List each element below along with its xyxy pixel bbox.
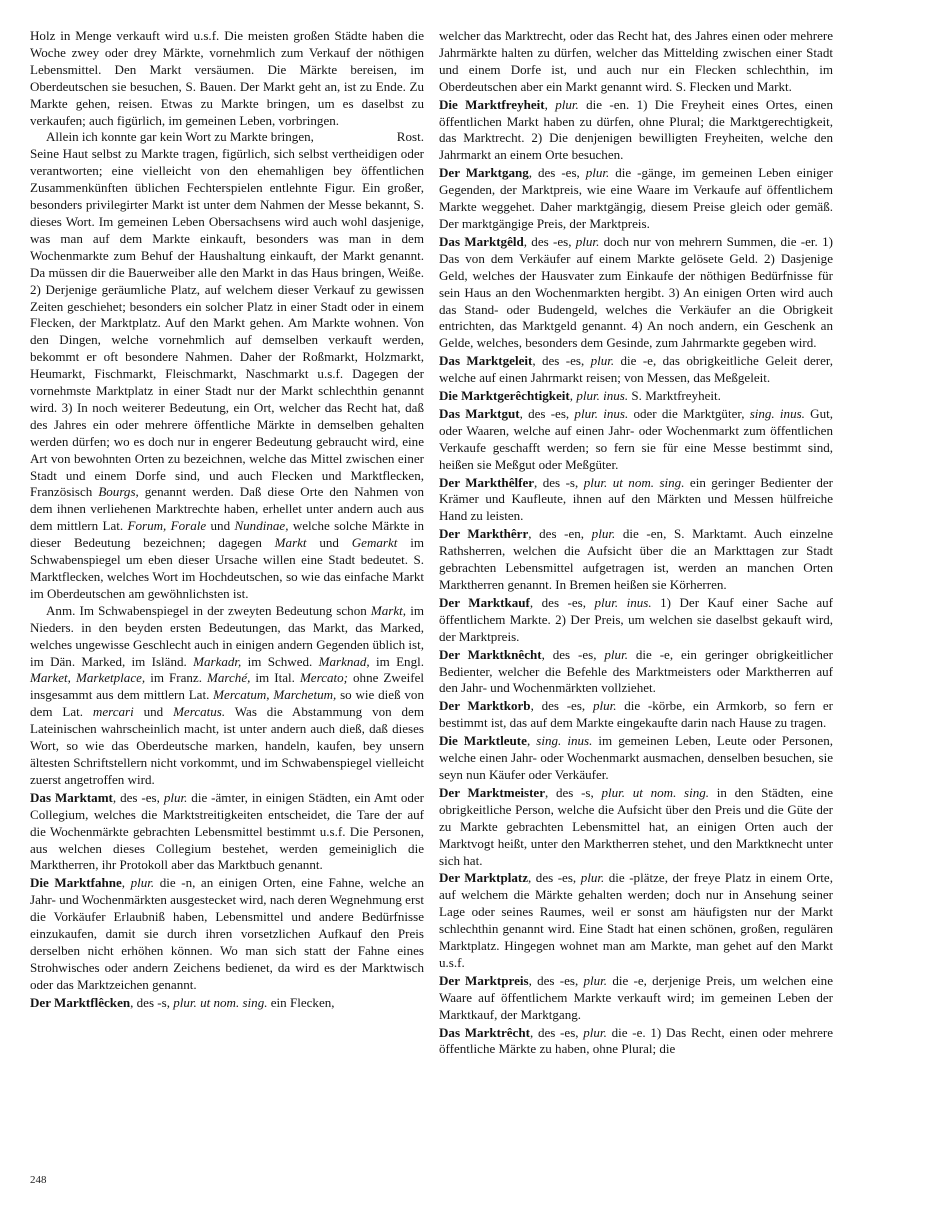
grammar-note: plur.	[591, 526, 616, 542]
grammar-note: plur. inus.	[576, 388, 629, 404]
entry-marktkauf	[439, 594, 833, 646]
grammar-note: mercari	[92, 704, 134, 720]
entry-text: im Schwed.	[241, 653, 319, 669]
entry-text: in den Städten, eine obrigkeitliche Person, welche die Aufsicht über den Preis und die Güte der zu Markte gebrachten Lebensmittel hat, an einigen Orten auch der Marktvogt heißt, unter den Marktherren stehet, und den Marktknecht unter sich hat.	[439, 784, 833, 868]
entry-text: welche solche Märkte in dieser Bedeutung bezeichnen; dagegen	[30, 518, 424, 551]
grammar-note: plur.	[163, 789, 188, 805]
grammar-note: plur.	[592, 698, 617, 714]
entry-text: die -e, derjenige Preis, um welchen eine Waare auf öffentlichem Markte verkauft wird; im gemeinen Leben der Marktkauf, der Marktgang.	[439, 972, 833, 1022]
entry-text: die -ämter, in einigen Städten, ein Amt oder Collegium, welches die Marktstreitigkeiten entscheidet, die Tare der auf die Wochenmärkte gebrachten Lebensmittel bestimmt u.s.f. Die Personen, aus welchen dieses Collegium bestehet, werden gemeiniglich die Marktherren, ihr Protokoll aber das Marktbuch genannt.	[30, 789, 424, 873]
entry-text: ,	[544, 96, 556, 112]
grammar-note: plur.	[575, 233, 600, 249]
entry-text: doch nur von mehrern Summen, die -er. 1) Das von dem Verkäufer auf einem Markte gelösete Geld. 2) Dasjenige Geld, welches der Hausvater zum Einkaufe der nöthigen Bedürfnisse für sein Haus an den Wochenmarkten hergibt. 3) An einigen Orten wird auch das Stand- oder Budengeld, welches die Verkäufer an die Obrigkeit entrichten, das Marktgeld genannt. 4) An noch andern, ein Geschenk an Gelde, welches, besonders dem Gesinde, zum Jahrmarkte gegeben wird.	[439, 233, 833, 351]
grammar-note: Forum, Forale	[127, 518, 207, 534]
entry-marktrecht	[439, 1024, 833, 1059]
entry-text: ,	[569, 388, 577, 404]
entry-text: und	[306, 535, 352, 551]
headword: Das Marktrêcht	[439, 1024, 530, 1040]
headword: Das Marktgêld	[439, 233, 524, 249]
quote-source: Rost.	[396, 129, 424, 145]
grammar-note: plur. ut nom. sing.	[173, 994, 268, 1010]
entry-text: , des -es,	[532, 353, 591, 369]
headword: Die Marktleute	[439, 733, 527, 749]
entry-text: genannt werden. Daß diese Orte den Nahmen von dem ihnen verliehenen Marktrechte haben, erhellet unter andern auch aus dem mittlern Lat.	[30, 484, 424, 534]
quotation	[30, 129, 424, 146]
entry-text: 1) Der Kauf einer Sache auf öffentlichem Markte. 2) Der Preis, um welchen sie daselbst gekauft wird, der Marktpreis.	[439, 594, 834, 644]
headword: Die Marktfahne	[30, 875, 122, 891]
entry-text: , des -s,	[130, 994, 174, 1010]
entry-text: im Nieders. in den beyden ersten Bedeutungen, das Markt, das Marked, welches ungewisse Geschlecht auch in einigen andern Gegenden üblich ist, im Dän. Marked, im Isländ.	[30, 602, 424, 669]
entry-marktplatz	[439, 869, 833, 971]
entry-markthelfer	[439, 474, 833, 526]
grammar-note: Marknad,	[318, 653, 370, 669]
headword: Das Marktamt	[30, 789, 113, 805]
entry-marktgut	[439, 405, 833, 474]
entry-text: , des -es,	[529, 594, 595, 610]
entry-text: , des -en,	[528, 526, 592, 542]
entry-text: die -n, an einigen Orten, eine Fahne, welche an Jahr- und Wochenmärkten ausgestecket wird, nach deren Wegnehmung erst die Vorkäufer Erlaubniß haben, Lebensmittel und andere Bedürfnisse einzukaufen, damit sie durch ihren vorsetzlichen Aufkauf den Preis derselben nicht erhöhen können. Wo man sich statt der Fahne eines Strohwisches oder andern Zeichens bedienet, da wird es der Marktwisch oder das Marktzeichen genannt.	[30, 875, 424, 992]
entry-text: , des -es,	[530, 698, 593, 714]
entry-text: , des -s,	[545, 784, 602, 800]
entry-marktherr	[439, 525, 833, 594]
entry-text: so wie dieß von dem Lat.	[30, 687, 424, 720]
entry-text: Anm. Im Schwabenspiegel in der zweyten Bedeutung schon	[46, 602, 371, 618]
headword: Der Markthêrr	[439, 526, 529, 542]
grammar-note: plur.	[583, 1024, 607, 1040]
paragraph-anmerkung	[30, 603, 424, 789]
entry-text: , des -es,	[529, 1024, 584, 1040]
grammar-note: plur.	[130, 875, 155, 891]
grammar-note: plur. ut nom. sing.	[601, 784, 710, 800]
entry-text: Gut, oder Waaren, welche auf einen Jahr- oder Wochenmarkt zum öffentlichen Verkaufe geschafft werden; so fern sie für eine Messe bestimmt sind, heißen sie Meßgut oder Meßgüter.	[439, 405, 833, 472]
headword: Der Marktmeister	[439, 784, 545, 800]
headword: Das Marktgut	[439, 405, 520, 421]
paragraph-markt-continued	[30, 28, 424, 129]
entry-text: oder die Marktgüter,	[628, 405, 750, 421]
entry-text: die -e, ein geringer obrigkeitlicher Bedienter, welcher die Befehle des Marktmeisters oder Marktherren auf den Jahr- und Wochenmärkten vollziehet.	[439, 646, 833, 696]
entry-text: , des -es,	[523, 233, 576, 249]
entry-text: die -en, S. Marktamt. Auch einzelne Rathsherren, welchen die Aufsicht über die an Markttagen zur Stadt gebrachten Lebensmittel aufgetragen ist, werden an manchen Orten Marktherren genannt. In Bremen heißen sie Körherren.	[439, 526, 834, 592]
entry-text: im gemeinen Leben, Leute oder Personen, welche einen Jahr- oder Wochenmarkt ausmachen, denselben besuchen, sie seyn nun Käufer oder Verkäufer.	[439, 733, 833, 782]
entry-text: und	[133, 704, 174, 720]
entry-marktmeister	[439, 784, 833, 870]
grammar-note: Nundinae,	[234, 518, 289, 534]
grammar-note: Mercato;	[299, 670, 348, 686]
headword: Der Marktgang	[439, 165, 529, 181]
entry-text: ein Flecken,	[267, 994, 335, 1010]
headword: Der Marktflêcken	[30, 994, 131, 1010]
grammar-note: Mercatum, Marchetum,	[213, 687, 337, 703]
entry-text: im Franz.	[145, 670, 208, 686]
entry-text: Was die Abstammung von dem Lateinischen wahrscheinlich macht, ist unter andern auch dieß, daß dieses Wort, so wie das Oberdeutsche marken, handeln, kaufen, bey unsern ältesten Schriftstellern nicht vorkommt, und im Schwabenspiegel vielleicht zuerst angetroffen wird.	[30, 704, 425, 787]
grammar-note: sing. inus.	[536, 733, 593, 749]
entry-text: die -plätze, der freye Platz in einem Orte, auf welchem die Märkte gehalten werden; doch nur in Ansehung seiner Lage oder seines Raumes, weil er sonst am häufigsten nur der Markt schlechthin genannt wird. Eine Stadt hat einen schönen, großen, regulären Marktplatz. Hingegen wohnet man am Markte, man gehet auf den Markt u.s.f.	[439, 870, 833, 970]
entry-text: Holz in Menge verkauft wird u.s.f. Die meisten großen Städte haben die Woche zwey oder drey Märkte, vornehmlich zum Verkauf der nöthigen Lebensmittel. Den Markt versäumen. Die Märkte bereisen, im Oberdeutschen sie besuchen, S. Bauen. Der Markt geht an, ist zu Ende. Zu Markte gehen, reisen. Etwas zu Markte bringen, um es daselbst zu verkaufen; auch figürlich, im gemeinen Leben, vorbringen.	[30, 28, 424, 128]
grammar-note: Mercatus.	[173, 704, 226, 720]
grammar-note: plur. ut nom. sing.	[583, 474, 685, 490]
headword: Der Marktkorb	[439, 698, 531, 714]
headword: Die Marktgerêchtigkeit	[439, 388, 570, 404]
entry-marktgeld	[439, 233, 833, 352]
entry-text: , des -es,	[528, 972, 584, 988]
entry-text: ohne Zweifel insgesammt aus dem mittlern Lat.	[30, 670, 425, 703]
grammar-note: Market, Marketplace,	[30, 670, 146, 686]
grammar-note: plur.	[580, 870, 605, 886]
entry-marktamt	[30, 789, 424, 875]
entry-marktleute	[439, 732, 833, 784]
entry-text: die -e, das obrigkeitliche Geleit derer, welche auf einen Jahrmarkt reisen; von Messen, das Meßgeleit.	[439, 353, 833, 386]
entry-text: , des -es,	[541, 646, 605, 662]
entry-text: ,	[121, 875, 131, 891]
entry-text: ,	[526, 733, 537, 749]
entry-marktflecken-continued	[439, 28, 833, 96]
right-column	[439, 28, 833, 1058]
entry-marktgang	[439, 164, 833, 233]
headword: Der Markthêlfer	[439, 474, 535, 490]
grammar-note: plur. inus.	[574, 405, 629, 421]
entry-text: , des -s,	[534, 474, 584, 490]
grammar-note: Markadr,	[193, 653, 242, 669]
paragraph-markt-meanings	[30, 146, 424, 602]
grammar-note: plur.	[555, 96, 579, 112]
headword: Der Marktplatz	[439, 870, 529, 886]
headword: Der Marktknêcht	[439, 646, 542, 662]
entry-text: die -körbe, ein Armkorb, so fern er bestimmt ist, das auf dem Markte eingekaufte darin nach Hause zu tragen.	[439, 698, 834, 731]
entry-text: welcher das Marktrecht, oder das Recht hat, des Jahres einen oder mehrere Jahrmärkte halten zu dürfen, welcher das Mittelding zwischen einer Stadt und einem Dorfe ist, und auch nur ein Flecken schlechthin, im Oberdeutschen aber ein Markt genannt wird. S. Flecken und Markt.	[439, 28, 833, 94]
page-number: 248	[30, 1174, 47, 1186]
grammar-note: plur.	[583, 972, 608, 988]
left-column	[30, 28, 424, 1012]
entry-text: die -en. 1) Die Freyheit eines Ortes, einen öffentlichen Markt haben zu dürfen, ohne Plural; die Marktgerechtigkeit, das Marktrecht. 2) Die denjenigen bewilligten Freyheiten, welche den Jahrmarkt an einem Orte besuchen.	[439, 96, 833, 163]
entry-text: im Engl.	[369, 653, 424, 669]
entry-text: , des -es,	[528, 870, 581, 886]
entry-text: , des -es,	[112, 789, 164, 805]
grammar-note: plur. inus.	[594, 594, 652, 610]
headword: Der Marktkauf	[439, 594, 530, 610]
grammar-note: plur.	[590, 353, 615, 369]
grammar-note: plur.	[585, 165, 610, 181]
entry-text: die -gänge, im gemeinen Leben einiger Gegenden, der Marktpreis, wie eine Waare im Verkaufe auf öffentlichem Markte weggehet. Daher marktgängig, diesem Preise gleich oder gemäß. Der marktgängige Preis, der Marktpreis.	[439, 165, 834, 231]
entry-marktflecken	[30, 994, 424, 1012]
headword: Die Marktfreyheit	[439, 96, 545, 112]
grammar-note: Marché,	[207, 670, 251, 686]
entry-text: ein geringer Bedienter der Krämer und Kaufleute, ihnen auf den Märkten und Messen hülfreiche Hand zu leisten.	[439, 474, 834, 524]
entry-marktknecht	[439, 646, 833, 698]
entry-marktfahne	[30, 874, 424, 993]
entry-text: und	[206, 518, 235, 534]
grammar-note: Markt,	[370, 602, 407, 618]
headword: Der Marktpreis	[439, 972, 529, 988]
grammar-note: plur.	[604, 646, 628, 662]
headword: Das Marktgeleit	[439, 353, 533, 369]
grammar-note: sing. inus.	[749, 405, 805, 421]
entry-text: Seine Haut selbst zu Markte tragen, figürlich, sich selbst vertheidigen oder verantworten; eine vielleicht von den ehemahligen bey öffentlichen Zusammenkünften üblichen Fechterspielen entlehnte Figur. Ein großer, besonders privilegirter Markt ist unter dem Nahmen der Messe bekannt, S. dieses Wort. Im gemeinen Leben Obersachsens wird auch wohl dasjenige, was man auf dem Markte einkauft, besonders was man in dem Wochenmarkte zum Behuf der Haushaltung einkauft, der Markt genannt. Da müssen dir die Bauerweiber alle den Markt in das Haus bringen, Weiße. 2) Derjenige geräumliche Platz, auf welchem dieser Verkauf zu gewissen Zeiten geschiehet; besonders ein solcher Platz in einer Stadt oder in einem Flecken, der Marktplatz. Auf den Markt gehen. Am Markte wohnen. Von den Dingen, welche vornehmlich auf demselben verkauft werden, bekommt er oft besondere Nahmen. Daher der Roßmarkt, Holzmarkt, Heumarkt, Fischmarkt, Fleischmarkt, Naschmarkt u.s.f. Dagegen der vornehmste Marktplatz in einer Stadt nur der Markt schlechthin genannt wird. 3) In noch weiterer Bedeutung, ein Ort, welcher das Recht hat, daß des Jahres ein oder mehrere öffentliche Märkte in demselben gehalten werden dürfen; wo es doch nur in engerer Bedeutung gebraucht wird, eine Art von bewohnten Orten zu bezeichnen, welche das Mittel zwischen einer Stadt und einem Dorfe sind, und auch Flecken und Marktflecken, Französisch	[30, 146, 424, 500]
entry-marktgeleit	[439, 352, 833, 387]
entry-marktfreyheit	[439, 96, 833, 165]
entry-text: , des -es,	[528, 165, 586, 181]
grammar-note: Bourgs,	[98, 484, 139, 500]
entry-text: S. Marktfreyheit.	[628, 388, 721, 404]
entry-text: , des -es,	[519, 405, 575, 421]
grammar-note: Markt	[274, 535, 307, 551]
entry-marktgerechtigkeit	[439, 387, 833, 405]
entry-marktpreis	[439, 972, 833, 1024]
entry-text: im Ital.	[250, 670, 300, 686]
entry-text: die -e. 1) Das Recht, einen oder mehrere öffentliche Märkte zu haben, ohne Plural; die	[439, 1024, 833, 1057]
quote-text: Allein ich konnte gar kein Wort zu Markte bringen,	[46, 129, 314, 145]
entry-marktkorb	[439, 697, 833, 732]
entry-text: im Schwabenspiegel um eben dieser Ursache willen eine Stadt bedeutet. S. Marktflecken, welches Wort im Hochdeutschen, so wie das einfache Markt im Oberdeutschen am gewöhnlichsten ist.	[30, 535, 424, 601]
grammar-note: Gemarkt	[351, 535, 398, 551]
